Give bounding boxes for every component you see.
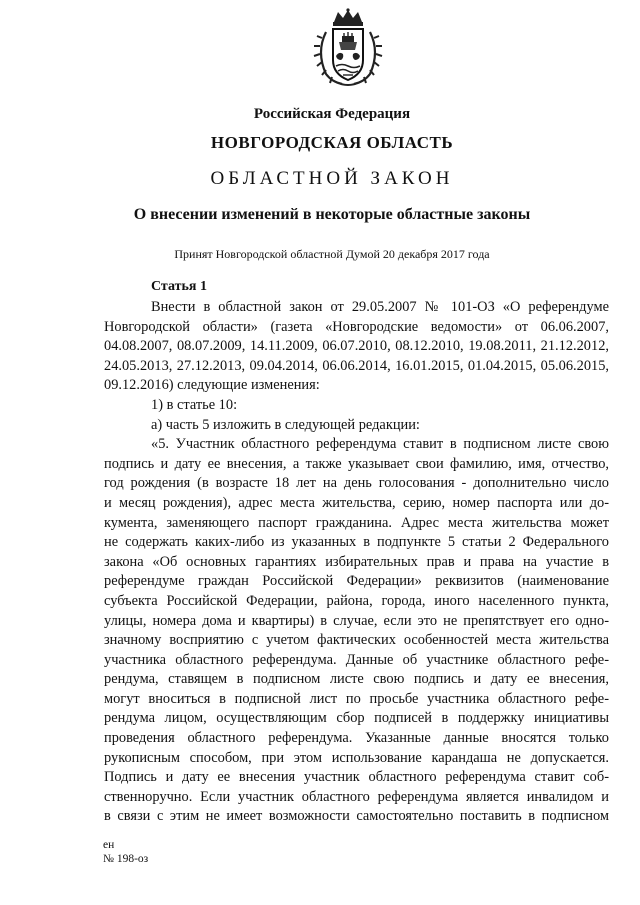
body-line: Внести в областной закон от 29.05.2007 № 101-ОЗ «О референдуме: [151, 299, 609, 315]
body-line: могут вноситься в подписной лист по просьбе участника областного рефе-: [104, 690, 609, 707]
body-line: 04.08.2007, 08.07.2009, 14.11.2009, 06.07.2010, 08.12.2010, 19.08.2011, 21.12.2012,: [104, 338, 609, 355]
body-line: а) часть 5 изложить в следующей редакции:: [151, 416, 420, 433]
body-line: рендума, ставящем в подписном листе свою подпись и дату ее внесения,: [104, 671, 609, 688]
footer-initials: ен: [103, 839, 115, 851]
article-body: [104, 298, 609, 827]
body-line: в связи с этим не имеет возможности самостоятельно поставить в подписном: [104, 808, 609, 825]
body-line: ственноручно. Если участник областного референдума является инвалидом и: [104, 788, 609, 805]
body-line: Подпись и дату ее внесения участник областного референдума ставит соб-: [104, 769, 609, 786]
novgorod-coat-of-arms-icon: [312, 8, 384, 88]
body-line: рендума лицом, осуществляющим сбор подписей в поддержку инициативы: [104, 710, 609, 727]
body-line: рукописным способом, при этом использование карандаша не допускается.: [104, 749, 609, 766]
country-heading: Российская Федерация: [253, 106, 411, 122]
footer-note: [103, 838, 148, 866]
body-line: год рождения (в возрасте 18 лет на день голосования - дополнительно число: [104, 475, 609, 492]
body-line: участника областного референдума. Данные об участнике областного рефе-: [104, 651, 609, 668]
document-type-heading: ОБЛАСТНОЙ ЗАКОН: [210, 168, 454, 189]
article-heading: Статья 1: [151, 279, 207, 294]
body-line: подпись и дату ее внесения, а также указывает свои фамилию, имя, отчество,: [104, 455, 609, 472]
body-line: «5. Участник областного референдума ставит в подписном листе свою: [151, 436, 609, 453]
body-line: кумента, заменяющего паспорт гражданина. Адрес места жительства может: [104, 514, 609, 531]
body-line: Новгородской области» (газета «Новгородские ведомости» от 06.06.2007,: [104, 318, 609, 335]
body-line: закона «Об основных гарантиях избирательных прав и права на участие в: [104, 553, 609, 570]
body-line: не содержать каких-либо из указанных в подпункте 5 статьи 2 Федерального: [104, 534, 609, 551]
body-line: и месяц рождения), адрес места жительства, серию, номер паспорта или до-: [104, 494, 609, 511]
law-title: О внесении изменений в некоторые областные законы: [133, 206, 531, 223]
footer-law-number: № 198-оз: [103, 853, 149, 865]
body-line: значному восприятию с учетом фактических особенностей места жительства: [104, 632, 609, 649]
body-line: улицы, номера дома и квартиры) в случае, если это не препятствует его одно-: [104, 612, 609, 629]
body-line: 24.05.2013, 27.12.2013, 09.04.2014, 06.06.2014, 16.01.2015, 01.04.2015, 05.06.2015,: [104, 357, 609, 374]
body-line: субъекта Российской Федерации, района, города, иного населенного пункта,: [104, 592, 609, 609]
region-heading: НОВГОРОДСКАЯ ОБЛАСТЬ: [210, 133, 454, 152]
body-line: 09.12.2016) следующие изменения:: [104, 377, 320, 394]
body-line: референдуме граждан Российской Федерации» реквизитов (наименование: [104, 573, 609, 590]
adoption-note: Принят Новгородской областной Думой 20 декабря 2017 года: [174, 247, 490, 261]
body-line: 1) в статье 10:: [151, 396, 238, 413]
body-line: проведения областного референдума. Указанные данные вносятся только: [104, 730, 609, 747]
